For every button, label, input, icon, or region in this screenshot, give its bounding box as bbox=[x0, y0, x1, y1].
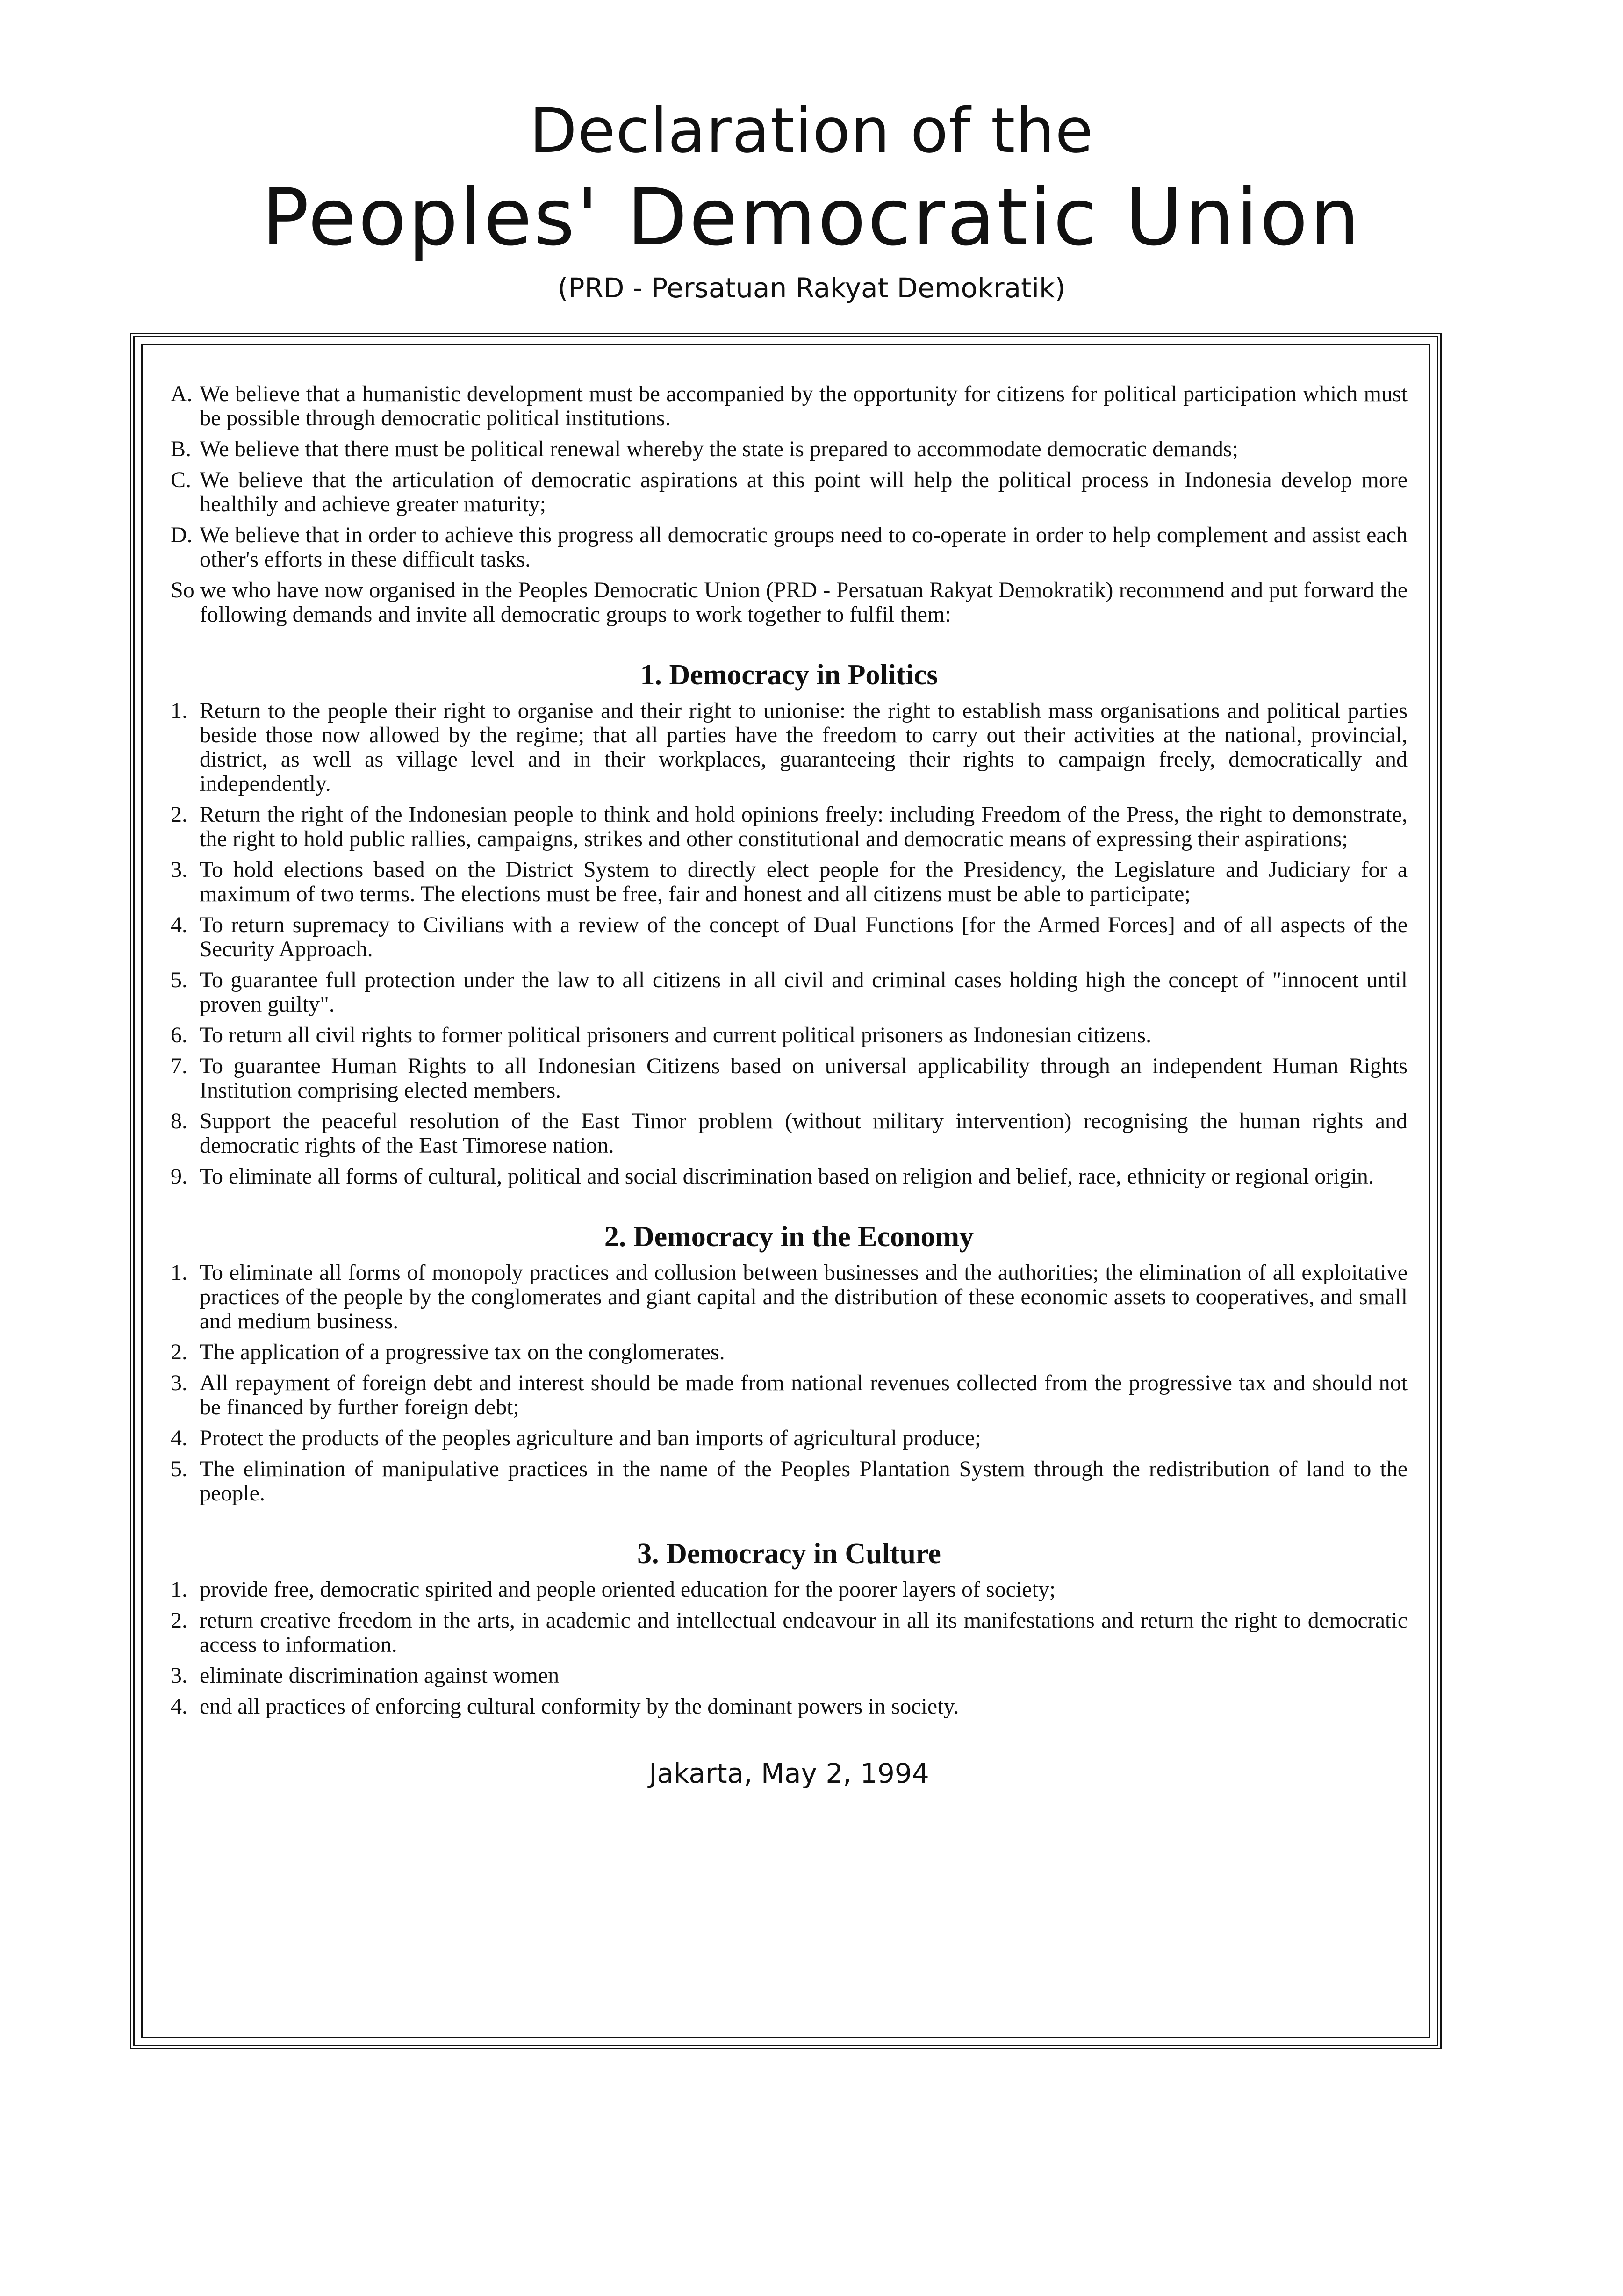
list-item bbox=[171, 382, 1408, 430]
item-text: The application of a progressive tax on the conglomerates. bbox=[200, 1340, 725, 1364]
list-item bbox=[171, 1261, 1408, 1334]
item-text: eliminate discrimination against women bbox=[200, 1663, 560, 1688]
item-marker: 6. bbox=[171, 1023, 187, 1048]
item-marker: 2. bbox=[171, 1340, 187, 1364]
item-marker: 1. bbox=[171, 698, 187, 723]
item-marker: 5. bbox=[171, 968, 187, 992]
section-title-economy: 2. Democracy in the Economy bbox=[604, 1221, 974, 1253]
list-item bbox=[171, 1664, 1408, 1688]
list-item bbox=[171, 523, 1408, 572]
item-text: We believe that a humanistic development must be accompanied by the opportunity for citizens for political participation which must be possible through democratic political institutions. bbox=[200, 381, 1408, 430]
list-item bbox=[171, 1426, 1408, 1450]
culture-list bbox=[171, 1578, 1408, 1719]
item-marker: 4. bbox=[171, 1426, 187, 1450]
title-line-2: Peoples' Democratic Union bbox=[261, 172, 1362, 263]
list-item bbox=[171, 1608, 1408, 1657]
declaration-body bbox=[141, 344, 1430, 2038]
item-text: Return the right of the Indonesian people to think and hold opinions freely: including Freedom of the Press, the right to demonstrate, the right to hold public rallies, campaigns, strikes and other constitutional and democratic means of expressing their aspirations; bbox=[200, 802, 1408, 851]
item-marker: 2. bbox=[171, 802, 187, 827]
item-text: Protect the products of the peoples agriculture and ban imports of agricultural produce; bbox=[200, 1426, 981, 1450]
item-text: We believe that in order to achieve this progress all democratic groups need to co-operate in order to help complement and assist each other's efforts in these difficult tasks. bbox=[200, 523, 1408, 572]
list-item bbox=[171, 468, 1408, 517]
item-text: Return to the people their right to organise and their right to unionise: the right to establish mass organisations and political parties beside those now allowed by the regime; that all parties have the freedom to carry out their activities at the national, provincial, district, as well as village level and in their workplaces, guaranteeing their rights to campaign freely, democratically and independently. bbox=[200, 698, 1408, 796]
dateline: Jakarta, May 2, 1994 bbox=[649, 1758, 929, 1789]
list-item bbox=[171, 1023, 1408, 1048]
economy-list bbox=[171, 1261, 1408, 1506]
list-item bbox=[171, 1109, 1408, 1158]
item-text: We believe that the articulation of democratic aspirations at this point will help the political process in Indonesia develop more healthily and achieve greater maturity; bbox=[200, 467, 1408, 517]
item-marker: 8. bbox=[171, 1109, 187, 1134]
list-item bbox=[171, 803, 1408, 851]
section-title-politics: 1. Democracy in Politics bbox=[640, 659, 938, 691]
item-marker: 2. bbox=[171, 1608, 187, 1633]
item-marker: 7. bbox=[171, 1054, 187, 1078]
list-item bbox=[171, 1054, 1408, 1103]
item-text: end all practices of enforcing cultural conformity by the dominant powers in society. bbox=[200, 1694, 959, 1719]
intro-paragraph: So we who have now organised in the Peoples Democratic Union (PRD - Persatuan Rakyat Demokratik) recommend and put forward the following demands and invite all democratic groups to work together to fulfil them: bbox=[171, 578, 1408, 627]
item-text: To guarantee Human Rights to all Indonesian Citizens based on universal applicability through an independent Human Rights Institution comprising elected members. bbox=[200, 1054, 1408, 1103]
item-marker: 4. bbox=[171, 912, 187, 937]
item-text: To hold elections based on the District System to directly elect people for the Presidency, the Legislature and Judiciary for a maximum of two terms. The elections must be free, fair and honest and all citizens must be able to participate; bbox=[200, 857, 1408, 906]
item-text: To guarantee full protection under the law to all citizens in all civil and criminal cases holding high the concept of "innocent until proven guilty". bbox=[200, 968, 1408, 1017]
item-text: All repayment of foreign debt and interest should be made from national revenues collected from the progressive tax and should not be financed by further foreign debt; bbox=[200, 1370, 1408, 1420]
item-marker: 3. bbox=[171, 857, 187, 882]
item-text: return creative freedom in the arts, in academic and intellectual endeavour in all its manifestations and return the right to democratic access to information. bbox=[200, 1608, 1408, 1657]
list-item bbox=[171, 1694, 1408, 1719]
item-text: provide free, democratic spirited and people oriented education for the poorer layers of society; bbox=[200, 1577, 1056, 1602]
item-marker: 4. bbox=[171, 1694, 187, 1719]
item-marker: B. bbox=[171, 437, 192, 461]
item-marker: 1. bbox=[171, 1577, 187, 1602]
item-marker: 5. bbox=[171, 1457, 187, 1481]
list-item bbox=[171, 858, 1408, 906]
section-title-culture: 3. Democracy in Culture bbox=[637, 1538, 941, 1570]
item-marker: 3. bbox=[171, 1663, 187, 1688]
item-text: To return supremacy to Civilians with a review of the concept of Dual Functions [for the Armed Forces] and of all aspects of the Security Approach. bbox=[200, 912, 1408, 961]
item-text: To eliminate all forms of monopoly practices and collusion between businesses and the authorities; the elimination of all exploitative practices of the people by the conglomerates and giant capital and the distribution of these economic assets to cooperatives, and small and medium business. bbox=[200, 1260, 1408, 1334]
list-item bbox=[171, 1371, 1408, 1420]
list-item bbox=[171, 699, 1408, 796]
list-item bbox=[171, 968, 1408, 1017]
item-marker: 1. bbox=[171, 1260, 187, 1285]
subtitle: (PRD - Persatuan Rakyat Demokratik) bbox=[557, 272, 1066, 304]
item-text: Support the peaceful resolution of the East Timor problem (without military intervention) recognising the human rights and democratic rights of the East Timorese nation. bbox=[200, 1109, 1408, 1158]
document-header bbox=[0, 93, 1623, 307]
declaration-frame bbox=[130, 333, 1442, 2049]
politics-list bbox=[171, 699, 1408, 1189]
list-item bbox=[171, 1340, 1408, 1364]
list-item bbox=[171, 1578, 1408, 1602]
item-text: We believe that there must be political renewal whereby the state is prepared to accommodate democratic demands; bbox=[200, 437, 1238, 461]
item-marker: D. bbox=[171, 523, 193, 547]
item-marker: A. bbox=[171, 381, 193, 406]
title-line-1: Declaration of the bbox=[529, 95, 1094, 167]
item-text: To return all civil rights to former political prisoners and current political prisoners as Indonesian citizens. bbox=[200, 1023, 1152, 1048]
item-text: The elimination of manipulative practices in the name of the Peoples Plantation System through the redistribution of land to the people. bbox=[200, 1457, 1408, 1506]
item-marker: C. bbox=[171, 467, 192, 492]
list-item bbox=[171, 1164, 1408, 1189]
list-item bbox=[171, 913, 1408, 961]
item-text: To eliminate all forms of cultural, political and social discrimination based on religion and belief, race, ethnicity or regional origin. bbox=[200, 1164, 1374, 1189]
list-item bbox=[171, 437, 1408, 461]
list-item bbox=[171, 1457, 1408, 1506]
item-marker: 9. bbox=[171, 1164, 187, 1189]
item-marker: 3. bbox=[171, 1370, 187, 1395]
intro-list bbox=[171, 382, 1408, 572]
